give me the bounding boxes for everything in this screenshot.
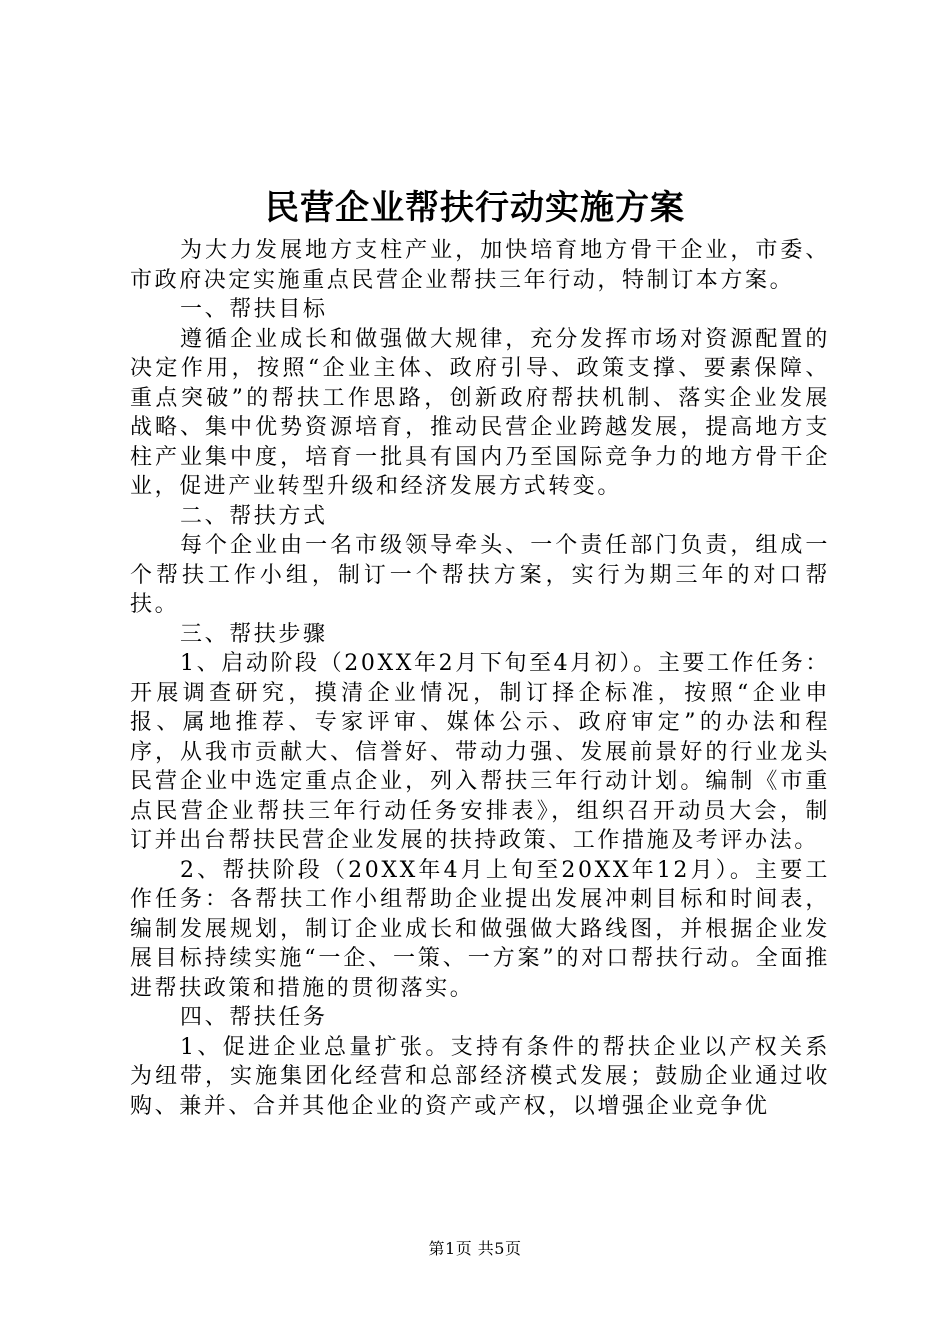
document-title: 民营企业帮扶行动实施方案 — [265, 188, 685, 228]
section-heading-steps: 三、帮扶步骤 — [180, 621, 328, 647]
section-methods-paragraph: 每个企业由一名市级领导牵头、一个责任部门负责，组成一个帮扶工作小组，制订一个帮扶方案，实行为期三年的对口帮扶。 — [130, 533, 830, 617]
steps-item-assist: 2、帮扶阶段（20XX年4月上旬至20XX年12月）。主要工作任务：各帮扶工作小组帮助企业提出发展冲刺目标和时间表，编制发展规划，制订企业成长和做强做大路线图，并根据企业发展目标持续实施“一企、一策、一方案”的对口帮扶行动。全面推进帮扶政策和措施的贯彻落实。 — [130, 857, 830, 1001]
intro-paragraph: 为大力发展地方支柱产业，加快培育地方骨干企业，市委、市政府决定实施重点民营企业帮扶三年行动，特制订本方案。 — [130, 238, 830, 293]
page-number-footer: 第1页 共5页 — [428, 1239, 522, 1258]
document-body — [130, 236, 830, 1121]
section-goals-paragraph: 遵循企业成长和做强做大规律，充分发挥市场对资源配置的决定作用，按照“企业主体、政府引导、政策支撑、要素保障、重点突破”的帮扶工作思路，创新政府帮扶机制、落实企业发展战略、集中优势资源培育，推动民营企业跨越发展，提高地方支柱产业集中度，培育一批具有国内乃至国际竞争力的地方骨干企业，促进产业转型升级和经济发展方式转变。 — [130, 326, 830, 499]
section-heading-methods: 二、帮扶方式 — [180, 503, 328, 529]
section-heading-tasks: 四、帮扶任务 — [180, 1005, 328, 1030]
section-heading-goals: 一、帮扶目标 — [180, 297, 328, 322]
steps-item-launch: 1、启动阶段（20XX年2月下旬至4月初）。主要工作任务：开展调查研究，摸清企业情况，制订择企标准，按照“企业申报、属地推荐、专家评审、媒体公示、政府审定”的办法和程序，从我市贡献大、信誉好、带动力强、发展前景好的行业龙头民营企业中选定重点企业，列入帮扶三年行动计划。编制《市重点民营企业帮扶三年行动任务安排表》，组织召开动员大会，制订并出台帮扶民营企业发展的扶持政策、工作措施及考评办法。 — [130, 651, 830, 853]
tasks-item-expansion: 1、促进企业总量扩张。支持有条件的帮扶企业以产权关系为纽带，实施集团化经营和总部经济模式发展；鼓励企业通过收购、兼并、合并其他企业的资产或产权，以增强企业竞争优 — [130, 1034, 830, 1119]
